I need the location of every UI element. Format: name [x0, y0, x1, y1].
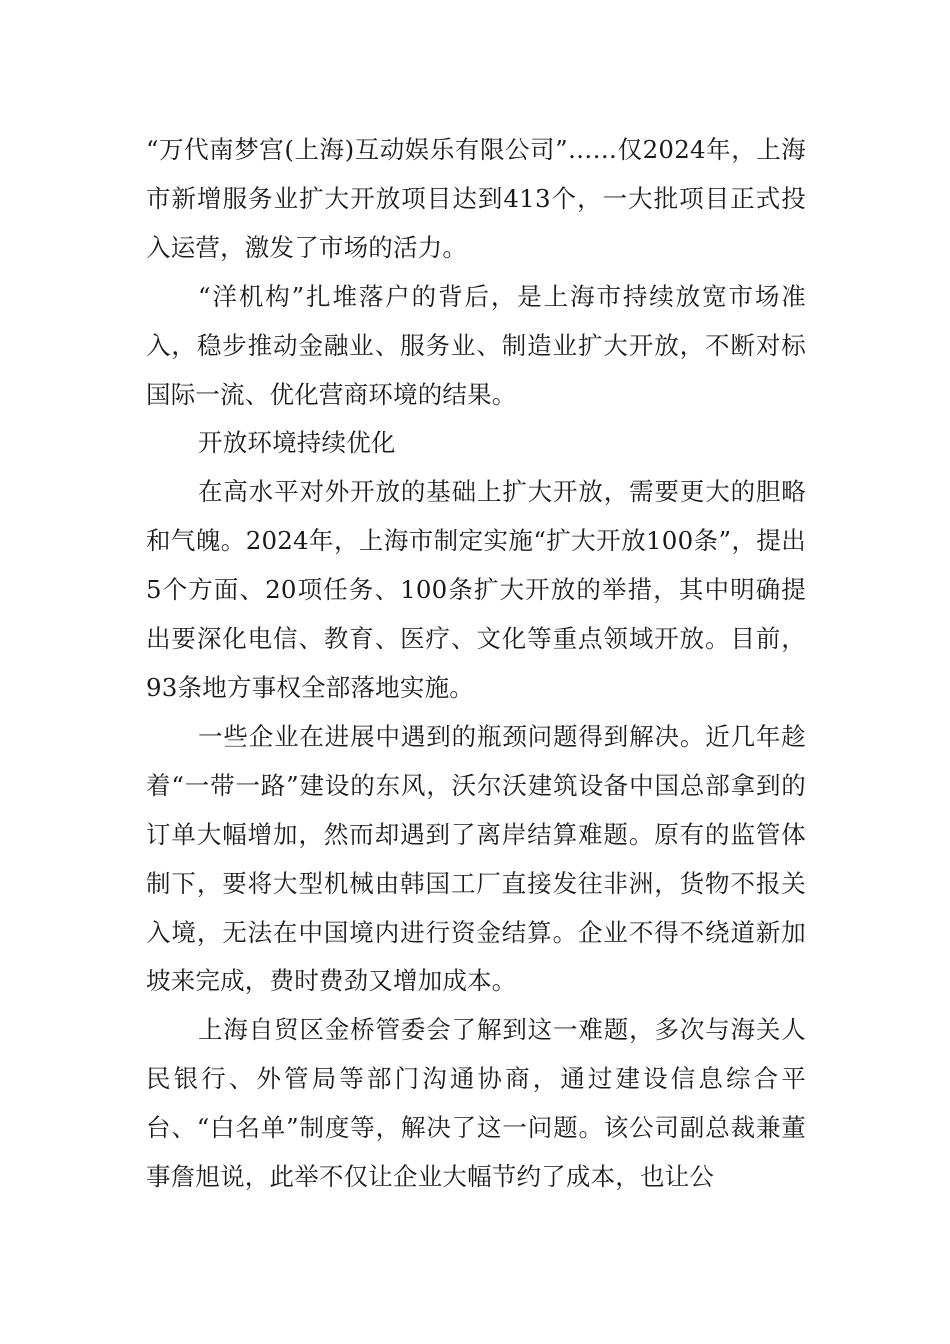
paragraph-foreign-institutions: “洋机构”扎堆落户的背后，是上海市持续放宽市场准入，稳步推动金融业、服务业、制造业扩大开放，不断对标国际一流、优化营商环境的结果。 [146, 281, 806, 409]
paragraph-opening-measures: 在高水平对外开放的基础上扩大开放，需要更大的胆略和气魄。2024年，上海市制定实施“扩大开放100条”，提出5个方面、20项任务、100条扩大开放的举措，其中明确提出要深化电信、教育、医疗、文化等重点领域开放。目前，93条地方事权全部落地实施。 [146, 477, 806, 702]
paragraph-company-list: “万代南梦宫(上海)互动娱乐有限公司”……仅2024年，上海市新增服务业扩大开放项目达到413个，一大批项目正式投入运营，激发了市场的活力。 [146, 135, 806, 262]
paragraph-enterprise-bottleneck: 一些企业在进展中遇到的瓶颈问题得到解决。近几年趁着“一带一路”建设的东风，沃尔沃建筑设备中国总部拿到的订单大幅增加，然而却遇到了离岸结算难题。原有的监管体制下，要将大型机械由韩国工厂直接发往非洲，货物不报关入境，无法在中国境内进行资金结算。企业不得不绕道新加坡来完成，费时费劲又增加成本。 [146, 721, 806, 996]
paragraph-free-trade-zone: 上海自贸区金桥管委会了解到这一难题，多次与海关人民银行、外管局等部门沟通协商，通过建设信息综合平台、“白名单”制度等，解决了这一问题。该公司副总裁兼董事詹旭说，此举不仅让企业大幅节约了成本，也让公 [146, 1015, 806, 1192]
section-heading: 开放环境持续优化 [198, 428, 396, 458]
article-body [146, 126, 806, 1202]
